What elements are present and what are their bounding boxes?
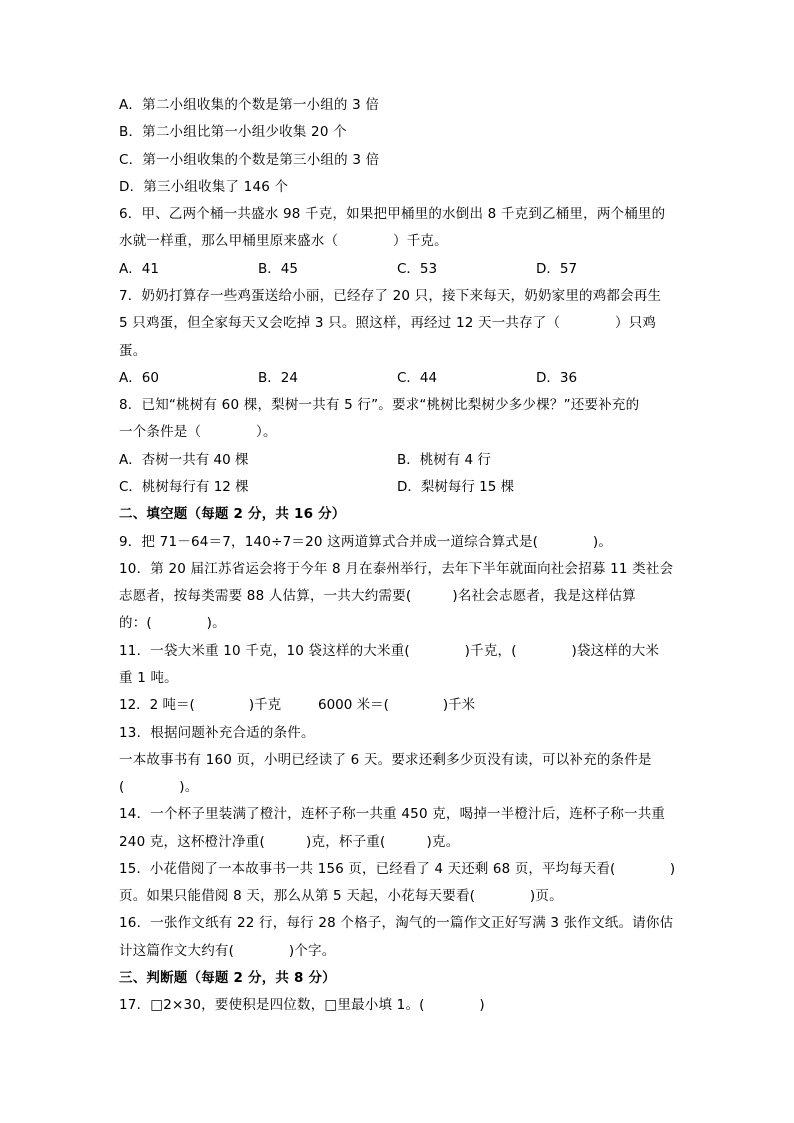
- q13-text-line3: ( )。: [119, 779, 199, 795]
- q6-text-line2: 水就一样重，那么甲桶里原来盛水（ ）千克。: [119, 233, 448, 249]
- section-heading-true-false: 三、判断题（每题 2 分，共 8 分）: [119, 970, 336, 986]
- q7-option-a: A．60: [119, 370, 159, 386]
- q15-text-line1: 15．小花借阅了一本故事书一共 156 页，已经看了 4 天还剩 68 页，平均每天看( ): [119, 861, 676, 877]
- q6-option-b: B．45: [258, 261, 298, 277]
- q5-option-c: C．第一小组收集的个数是第三小组的 3 倍: [119, 152, 380, 168]
- q15-text-line2: 页。如果只能借阅 8 天，那么从第 5 天起，小花每天要看( )页。: [119, 888, 563, 904]
- q6-option-d: D．57: [536, 261, 578, 277]
- q10-text-line3: 的：( )。: [119, 615, 226, 631]
- q8-option-a: A．杏树一共有 40 棵: [119, 452, 249, 468]
- q6-option-c: C．53: [397, 261, 438, 277]
- q6-text-line1: 6．甲、乙两个桶一共盛水 98 千克，如果把甲桶里的水倒出 8 千克到乙桶里，两个桶里的: [119, 206, 666, 222]
- q12-part2: 6000 米＝( )千米: [318, 697, 476, 713]
- section-heading-fill-in: 二、填空题（每题 2 分，共 16 分）: [119, 506, 346, 522]
- q7-text-line3: 蛋。: [119, 343, 147, 359]
- q16-text-line2: 计这篇作文大约有( )个字。: [119, 943, 336, 959]
- q8-option-b: B．桃树有 4 行: [397, 452, 491, 468]
- q11-text-line1: 11．一袋大米重 10 千克，10 袋这样的大米重( )千克，( )袋这样的大米: [119, 643, 660, 659]
- q8-text-line1: 8．已知“桃树有 60 棵，梨树一共有 5 行”。要求“桃树比梨树少多少棵？”还要补充的: [119, 397, 640, 413]
- q7-option-b: B．24: [258, 370, 298, 386]
- q5-option-a: A．第二小组收集的个数是第一小组的 3 倍: [119, 97, 380, 113]
- q8-option-d: D．梨树每行 15 棵: [397, 479, 515, 495]
- q9-text: 9．把 71－64＝7，140÷7＝20 这两道算式合并成一道综合算式是( )。: [119, 534, 613, 550]
- q7-option-d: D．36: [536, 370, 578, 386]
- q5-option-d: D．第三小组收集了 146 个: [119, 179, 289, 195]
- q7-option-c: C．44: [397, 370, 438, 386]
- q14-text-line2: 240 克，这杯橙汁净重( )克，杯子重( )克。: [119, 834, 460, 850]
- q5-option-b: B．第二小组比第一小组少收集 20 个: [119, 124, 347, 140]
- q11-text-line2: 重 1 吨。: [119, 670, 178, 686]
- q12-part1: 12．2 吨＝( )千克: [119, 697, 282, 713]
- q8-option-c: C．桃树每行有 12 棵: [119, 479, 249, 495]
- q13-text-line1: 13．根据问题补充合适的条件。: [119, 725, 315, 741]
- q7-text-line1: 7．奶奶打算存一些鸡蛋送给小丽，已经存了 20 只，接下来每天，奶奶家里的鸡都会再生: [119, 288, 662, 304]
- q13-text-line2: 一本故事书有 160 页，小明已经读了 6 天。要求还剩多少页没有读，可以补充的条件是: [119, 752, 652, 768]
- q17-text: 17．□2×30，要使积是四位数，□里最小填 1。( ): [119, 997, 485, 1013]
- q16-text-line1: 16．一张作文纸有 22 行，每行 28 个格子，淘气的一篇作文正好写满 3 张作文纸。请你估: [119, 915, 674, 931]
- q10-text-line2: 志愿者，按每类需要 88 人估算，一共大约需要( )名社会志愿者，我是这样估算: [119, 588, 636, 604]
- q7-text-line2: 5 只鸡蛋，但全家每天又会吃掉 3 只。照这样，再经过 12 天一共存了（ ）只鸡: [119, 315, 657, 331]
- q10-text-line1: 10．第 20 届江苏省运会将于今年 8 月在泰州举行，去年下半年就面向社会招募 11 类社会: [119, 561, 674, 577]
- q6-option-a: A．41: [119, 261, 159, 277]
- q8-text-line2: 一个条件是（ ）。: [119, 424, 277, 440]
- q14-text-line1: 14．一个杯子里装满了橙汁，连杯子称一共重 450 克，喝掉一半橙汁后，连杯子称一共重: [119, 806, 666, 822]
